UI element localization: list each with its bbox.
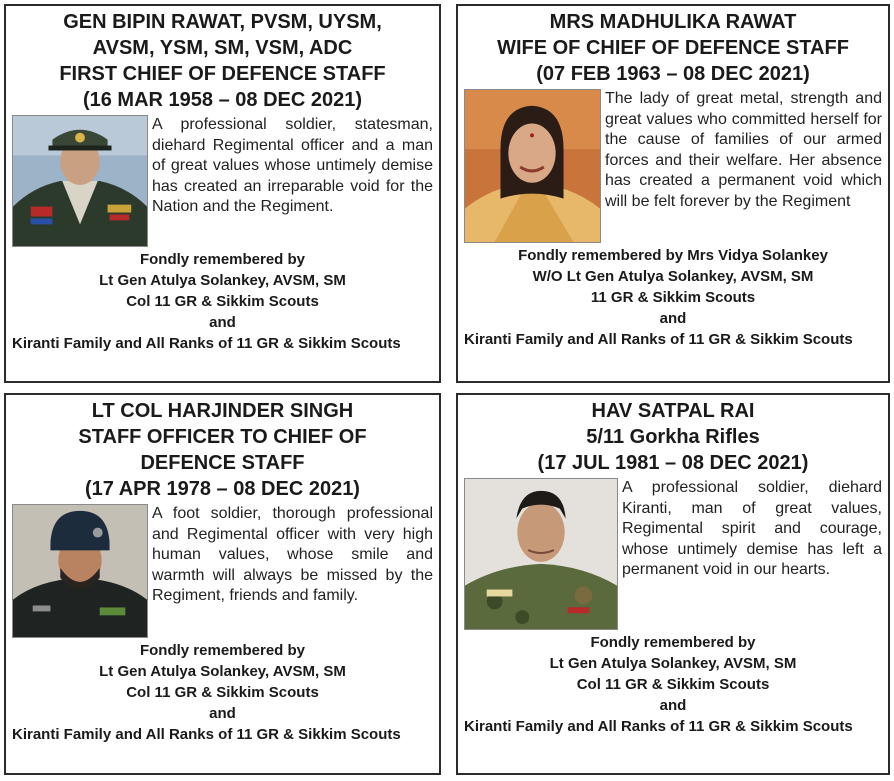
footer-line: Fondly remembered by [590,634,756,651]
footer-line: Col 11 GR & Sikkim Scouts [126,293,319,310]
card-heading [6,6,439,113]
footer-line: Lt Gen Atulya Solankey, AVSM, SM [99,663,346,680]
footer-line: 11 GR & Sikkim Scouts [590,289,756,306]
heading-line: (16 MAR 1958 – 08 DEC 2021) [82,89,363,111]
obituary-card-lt-col-harjinder-singh [4,393,441,775]
footer-line: W/O Lt Gen Atulya Solankey, AVSM, SM [532,268,814,285]
footer-line: Lt Gen Atulya Solankey, AVSM, SM [99,272,346,289]
footer-line: and [209,705,236,722]
card-footer [6,640,439,745]
card-description: A professional soldier, diehard Kiranti, man of great values, Regimental spirit and courage, whose untimely demise has left a permanent void in our hearts. [622,479,882,579]
card-footer [458,245,888,350]
footer-line: Fondly remembered by [139,251,306,268]
card-footer [6,249,439,354]
heading-line: FIRST CHIEF OF DEFENCE STAFF [59,63,386,85]
portrait-general-icon [12,115,148,247]
heading-line: LT COL HARJINDER SINGH [91,400,354,422]
heading-line: AVSM, YSM, SM, VSM, ADC [92,37,353,59]
footer-line: Col 11 GR & Sikkim Scouts [126,684,319,701]
card-heading [6,395,439,502]
footer-line: Lt Gen Atulya Solankey, AVSM, SM [549,655,797,672]
footer-regiment-line: Kiranti Family and All Ranks of 11 GR & Sikkim Scouts [464,718,853,735]
portrait-woman-icon [464,89,601,243]
card-description: The lady of great metal, strength and great values who committed herself for the cause of families of our armed forces and their welfare. Her absence has created a permanent void which will be felt forever by the Regiment [605,90,882,210]
footer-line: and [209,314,236,331]
card-heading [458,395,888,476]
heading-line: WIFE OF CHIEF OF DEFENCE STAFF [497,37,849,59]
obituary-card-hav-satpal-rai [456,393,890,775]
card-heading [458,6,888,87]
obituary-card-mrs-madhulika-rawat [456,4,890,383]
portrait-officer-turban-icon [12,504,148,638]
heading-line: MRS MADHULIKA RAWAT [549,11,797,33]
heading-line: (17 APR 1978 – 08 DEC 2021) [85,478,360,500]
heading-line: (17 JUL 1981 – 08 DEC 2021) [537,452,809,474]
heading-line: STAFF OFFICER TO CHIEF OF [78,426,367,448]
footer-line: Fondly remembered by Mrs Vidya Solankey [518,247,828,264]
footer-regiment-line: Kiranti Family and All Ranks of 11 GR & Sikkim Scouts [12,726,401,743]
footer-regiment-line: Kiranti Family and All Ranks of 11 GR & Sikkim Scouts [464,331,853,348]
footer-regiment-line: Kiranti Family and All Ranks of 11 GR & Sikkim Scouts [12,335,401,352]
footer-line: and [659,310,687,327]
card-footer [458,632,888,737]
heading-line: (07 FEB 1963 – 08 DEC 2021) [536,63,810,85]
heading-line: HAV SATPAL RAI [591,400,755,422]
heading-line: 5/11 Gorkha Rifles [586,426,760,448]
heading-line: GEN BIPIN RAWAT, PVSM, UYSM, [63,11,382,33]
obituary-card-gen-bipin-rawat [4,4,441,383]
footer-line: Fondly remembered by [139,642,306,659]
heading-line: DEFENCE STAFF [140,452,305,474]
footer-line: and [659,697,687,714]
card-description: A professional soldier, statesman, diehard Regimental officer and a man of great values whose untimely demise has created an irreparable void for the Nation and the Regiment. [152,116,433,216]
portrait-soldier-icon [464,478,618,630]
footer-line: Col 11 GR & Sikkim Scouts [576,676,770,693]
card-description: A foot soldier, thorough professional and Regimental officer with very high human values, whose smile and warmth will always be missed by the Regiment, friends and family. [152,505,433,605]
